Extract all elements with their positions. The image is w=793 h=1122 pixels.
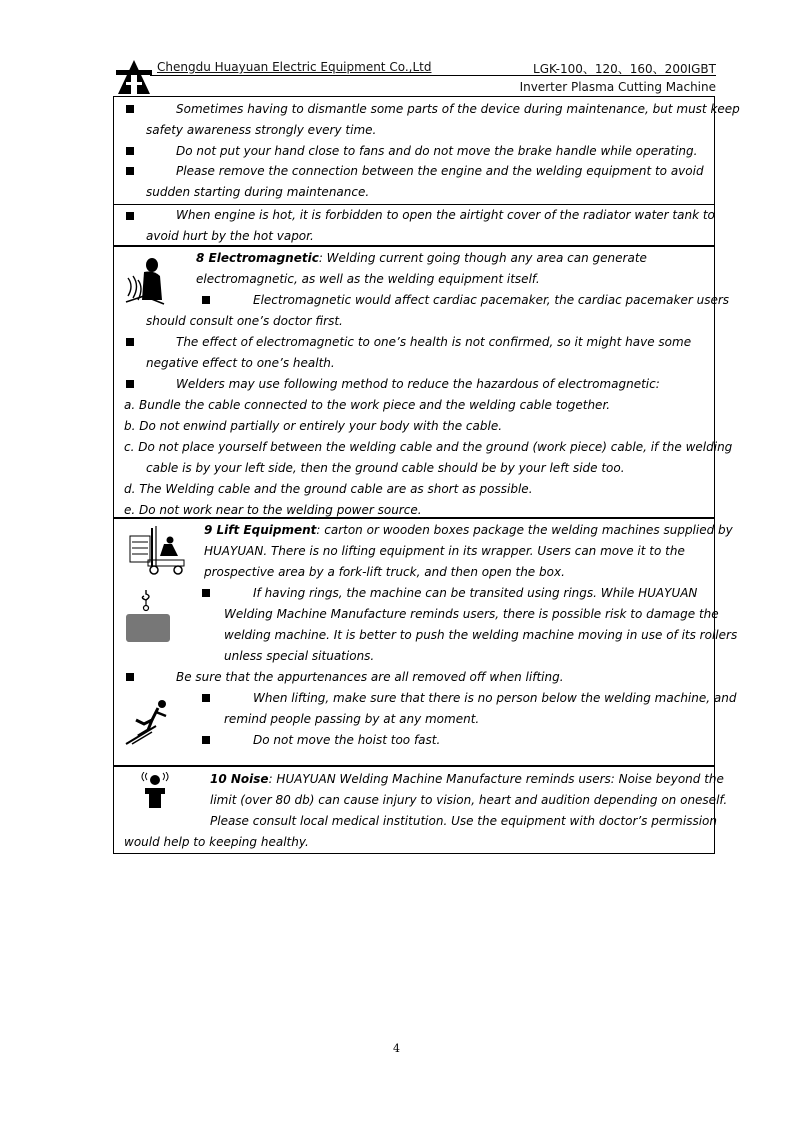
text-line: avoid hurt by the hot vapor. — [146, 229, 314, 243]
list-item: b. Do not enwind partially or entirely your body with the cable. — [124, 419, 503, 433]
text-line: : carton or wooden boxes package the welding machines supplied by — [316, 523, 733, 537]
bullet-square-icon — [126, 673, 134, 681]
text-line: Be sure that the appurtenances are all removed off when lifting. — [176, 670, 564, 684]
list-item: d. The Welding cable and the ground cable are as short as possible. — [124, 482, 533, 496]
text-line: Please consult local medical institution. Use the equipment with doctor’s permission — [210, 814, 717, 828]
maintenance-section — [113, 96, 740, 205]
header-model: LGK-100、120、160、200IGBT — [533, 62, 716, 76]
bullet-square-icon — [202, 296, 210, 304]
text-line: prospective area by a fork-lift truck, and then open the box. — [204, 565, 565, 579]
section-title: 8 Electromagnetic — [196, 251, 319, 265]
text-line: remind people passing by at any moment. — [224, 712, 480, 726]
bullet-square-icon — [126, 147, 134, 155]
text-line: welding machine. It is better to push the welding machine moving in use of its rollers — [224, 628, 738, 642]
text-line: HUAYUAN. There is no lifting equipment in its wrapper. Users can move it to the — [204, 544, 685, 558]
text-line: should consult one’s doctor first. — [146, 314, 343, 328]
list-item: a. Bundle the cable connected to the work piece and the welding cable together. — [124, 398, 611, 412]
bullet-square-icon — [126, 338, 134, 346]
text-line: Do not move the hoist too fast. — [253, 733, 441, 747]
bullet-square-icon — [202, 736, 210, 744]
text-line: Do not put your hand close to fans and do not move the brake handle while operating. — [176, 144, 698, 158]
text-line: When engine is hot, it is forbidden to open the airtight cover of the radiator water tank to — [176, 208, 715, 222]
text-line: Welding Machine Manufacture reminds users, there is possible risk to damage the — [224, 607, 719, 621]
text-line: : HUAYUAN Welding Machine Manufacture reminds users: Noise beyond the — [268, 772, 724, 786]
text-line: cable is by your left side, then the ground cable should be by your left side too. — [146, 461, 625, 475]
text-line: : Welding current going though any area can generate — [318, 251, 647, 265]
section-title: 10 Noise — [210, 772, 269, 786]
radiator-section — [113, 204, 715, 247]
electromagnetic-person-icon — [124, 256, 170, 306]
text-line: Sometimes having to dismantle some parts of the device during maintenance, but must keep — [176, 102, 740, 116]
bullet-square-icon — [202, 694, 210, 702]
section-title: 9 Lift Equipment — [204, 523, 317, 537]
noise-section — [113, 765, 728, 854]
text-line: electromagnetic, as well as the welding equipment itself. — [196, 272, 540, 286]
bullet-square-icon — [126, 212, 134, 220]
bullet-square-icon — [126, 105, 134, 113]
page-number: 4 — [393, 1042, 400, 1055]
text-line: Please remove the connection between the engine and the welding equipment to avoid — [176, 164, 704, 178]
bullet-square-icon — [202, 589, 210, 597]
bullet-square-icon — [126, 167, 134, 175]
text-line: When lifting, make sure that there is no person below the welding machine, and — [253, 691, 737, 705]
text-line: The effect of electromagnetic to one’s health is not confirmed, so it might have some — [176, 335, 692, 349]
list-item: e. Do not work near to the welding power source. — [124, 503, 422, 517]
header-title: Inverter Plasma Cutting Machine — [519, 80, 716, 94]
falling-person-icon — [122, 698, 172, 746]
header-rule — [150, 75, 716, 76]
forklift-icon — [126, 524, 186, 576]
header-company: Chengdu Huayuan Electric Equipment Co.,Ltd — [157, 60, 432, 74]
text-line: limit (over 80 db) can cause injury to vision, heart and audition depending on oneself. — [210, 793, 728, 807]
lift-section — [113, 517, 738, 767]
bullet-square-icon — [126, 380, 134, 388]
text-line: Welders may use following method to reduce the hazardous of electromagnetic: — [176, 377, 660, 391]
electromagnetic-section — [113, 245, 733, 519]
text-line: Electromagnetic would affect cardiac pacemaker, the cardiac pacemaker users — [253, 293, 730, 307]
noise-person-icon — [140, 772, 170, 808]
text-line: sudden starting during maintenance. — [146, 185, 370, 199]
text-line: unless special situations. — [224, 649, 375, 663]
text-line: safety awareness strongly every time. — [146, 123, 377, 137]
company-logo-icon — [112, 58, 156, 94]
text-line: If having rings, the machine can be transited using rings. While HUAYUAN — [253, 586, 698, 600]
hook-box-icon — [126, 588, 172, 644]
list-item: c. Do not place yourself between the welding cable and the ground (work piece) cable, if the welding — [124, 440, 733, 454]
text-line: would help to keeping healthy. — [124, 835, 309, 849]
text-line: negative effect to one’s health. — [146, 356, 335, 370]
